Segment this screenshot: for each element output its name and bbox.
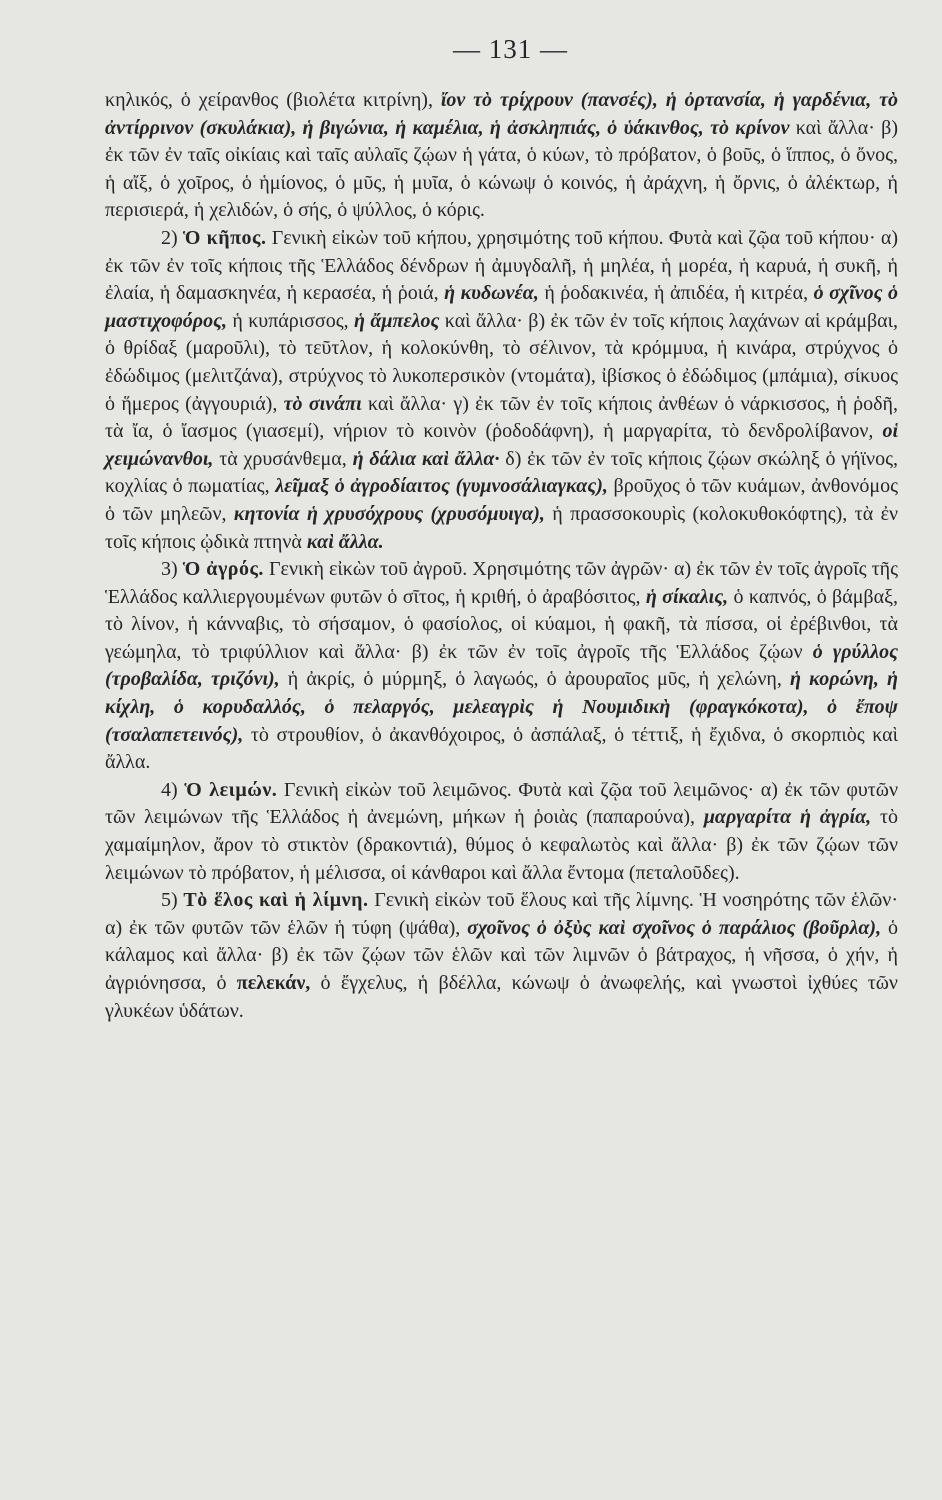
emphasized-term: μαργαρίτα ἡ ἀγρία,: [703, 806, 872, 829]
section-heading: Τὸ ἕλος καὶ ἡ λίμνη.: [183, 889, 369, 912]
body-text: [105, 87, 898, 1025]
emphasized-term: τὸ σινάπι: [283, 392, 362, 415]
text-run: Γενικὴ εἰκὼν τοῦ κήπου, χρησιμότης τοῦ κήπου. Φυτὰ καὶ ζῷα τοῦ κήπου· α) ἐκ τῶν ἐν τοῖς κήποις τῆς Ἑλλάδος δένδρων ἡ ἀμυγδαλῆ, ἡ μηλέα, ἡ μορέα, ἡ καρυά, ἡ συκῆ, ἡ ἐλαία, ἡ δαμασκηνέα, ἡ κερασέα, ἡ ῥοιά,: [105, 226, 898, 305]
text-run: καὶ ἄλλα· γ) ἐκ τῶν ἐν τοῖς κήποις ἀνθέων ὁ νάρκισσος, ἡ ῥοδῆ, τὰ ἴα, ὁ ἴασμος (γιασεμί), νήριον τὸ κοινὸν (ῥοδοδάφνη), ἡ μαργαρίτα, τὸ δενδρολίβανον,: [105, 392, 898, 443]
text-run: δ) ἐκ τῶν ἐν τοῖς κήποις ζῴων σκώληξ ὁ γήϊνος, κοχλίας ὁ πωματίας,: [105, 447, 898, 498]
paragraph: [105, 87, 898, 225]
text-run: τὰ χρυσάνθεμα,: [213, 447, 353, 470]
emphasized-term-wrap: [444, 282, 539, 304]
text-run: 5): [161, 889, 184, 912]
text-run: 3): [161, 558, 183, 581]
emphasized-term: ἡ κυδωνέα,: [444, 282, 539, 305]
emphasized-term: σχοῖνος ὁ ὀξὺς καὶ σχοῖνος ὁ παράλιος (βοῦρλα),: [467, 916, 882, 939]
emphasized-term: οἱ χειμώνανθοι,: [105, 420, 898, 470]
text-run: τὸ στρουθίον, ὁ ἀκανθόχοιρος, ὁ ἀσπάλαξ, ὁ τέττιξ, ἡ ἔχιδνα, ὁ σκορπιὸς καὶ ἄλλα.: [105, 723, 898, 774]
emphasized-term-wrap: [646, 586, 728, 608]
text-run: κηλικός, ὁ χείρανθος (βιολέτα κιτρίνη),: [105, 89, 441, 111]
text-run: ἡ ῥοδακινέα, ἡ ἀπιδέα, ἡ κιτρέα,: [538, 282, 814, 305]
paragraph: [105, 225, 898, 556]
emphasized-term: ἡ ἄμπελος: [353, 309, 440, 332]
text-run: τὸ χαμαίμηλον, ἄρον τὸ στικτὸν (δρακοντιά), θύμος ὁ κεφαλωτὸς καὶ ἄλλα· β) ἐκ τῶν ζῴων τῶν λειμώνων τὸ πρόβατον, ἡ μέλισσα, οἱ κάνθαροι καὶ ἄλλα ἔντομα (πεταλοῦδες).: [105, 806, 898, 884]
emphasized-term: λεῖμαξ ὁ ἀγροδίαιτος (γυμνοσάλιαγκας),: [275, 475, 608, 498]
paragraph: [105, 777, 898, 887]
emphasized-term-wrap: [307, 531, 384, 553]
text-run: Γενικὴ εἰκὼν τοῦ λειμῶνος. Φυτὰ καὶ ζῷα τοῦ λειμῶνος· α) ἐκ τῶν φυτῶν τῶν λειμώνων τῆς Ἑλλάδος ἡ ἀνεμώνη, μήκων ἡ ῥοιὰς (παπαρούνα),: [105, 778, 899, 829]
emphasized-term: ἡ δάλια καὶ ἄλλα·: [352, 447, 500, 470]
emphasized-term-wrap: [704, 806, 871, 828]
emphasized-term: ὁ γρύλλος (τροβαλίδα, τριζόνι),: [105, 640, 898, 691]
section-heading: Ὁ λειμών.: [184, 778, 278, 801]
section-heading: Ὁ κῆπος.: [182, 226, 267, 249]
emphasized-term: ἡ σίκαλις,: [645, 585, 729, 608]
text-run: ὁ κάλαμος καὶ ἄλλα· β) ἐκ τῶν ζῴων τῶν ἑλῶν καὶ τῶν λιμνῶν ὁ βάτραχος, ἡ νῆσσα, ὁ χήν, ἡ ἀγριόνησσα, ὁ: [105, 916, 898, 994]
text-run: 4): [161, 778, 185, 801]
paragraph: [105, 887, 898, 1025]
paragraph: [105, 556, 898, 777]
text-run: ὁ καπνός, ὁ βάμβαξ, τὸ λίνον, ἡ κάνναβις, τὸ σήσαμον, ὁ φασίολος, οἱ κύαμοι, ἡ φακῆ, τὰ πίσσα, οἱ ἐρέβινθοι, τὰ γεώμηλα, τὸ τριφύλλιον καὶ ἄλλα· β) ἐκ τῶν ἐν τοῖς ἀγροῖς τῆς Ἑλλάδος ζῴων: [105, 585, 899, 663]
text-run: 2): [161, 226, 183, 249]
text-run: Γενικὴ εἰκὼν τοῦ ἕλους καὶ τῆς λίμνης. Ἡ νοσηρότης τῶν ἑλῶν· α) ἐκ τῶν φυτῶν τῶν ἑλῶν ἡ τύφη (ψάθα),: [105, 889, 898, 939]
bold-term: πελεκάν,: [236, 972, 311, 994]
emphasized-term: κητονία ἡ χρυσόχρους (χρυσόμυιγα),: [233, 502, 545, 525]
text-run: ὁ ἔγχελυς, ἡ βδέλλα, κώνωψ ὁ ἀνωφελής, καὶ γνωστοὶ ἰχθύες τῶν γλυκέων ὑδάτων.: [105, 972, 898, 1022]
text-run: Γενικὴ εἰκὼν τοῦ ἀγροῦ. Χρησιμότης τῶν ἀγρῶν· α) ἐκ τῶν ἐν τοῖς ἀγροῖς τῆς Ἑλλάδος καλλιεργουμένων φυτῶν ὁ σῖτος, ἡ κριθή, ὁ ἀραβόσιτος,: [105, 558, 898, 608]
text-run: καὶ ἄλλα· β) ἐκ τῶν ἐν τοῖς κήποις λαχάνων αἱ κράμβαι, ὁ θρίδαξ (μαροῦλι), τὸ τεῦτλον, ἡ κολοκύνθη, τὸ σέλινον, τὰ κρόμμυα, ἡ κινάρα, στρύχνος ὁ ἐδώδιμος (μελιτζάνα), στρύχνος τὸ λυκοπερσικὸν (ντομάτα), ἰβίσκος ὁ ἐδώδιμος (μπάμια), σίκυος ὁ ἥμερος (ἀγγουριά),: [105, 309, 899, 415]
emphasized-term-wrap: [353, 448, 500, 470]
text-run: καὶ ἄλλα· β) ἐκ τῶν ἐν ταῖς οἰκίαις καὶ ταῖς αὐλαῖς ζῴων ἡ γάτα, ὁ κύων, τὸ πρόβατον, ὁ βοῦς, ὁ ἵππος, ὁ ὄνος, ἡ αἴξ, ὁ χοῖρος, ὁ ἡμίονος, ὁ μῦς, ἡ μυῖα, ὁ κώνωψ ὁ κοινός, ἡ ἀράχνη, ἡ ὄρνις, ὁ ἀλέκτωρ, ἡ περισιερά, ἡ χελιδών, ὁ σής, ὁ ψύλλος, ὁ κόρις.: [105, 116, 899, 222]
emphasized-term-wrap: [467, 917, 881, 939]
emphasized-term-wrap: [284, 393, 362, 415]
emphasized-term-wrap: [275, 475, 608, 497]
emphasized-term: ἡ κορώνη, ἡ κίχλη, ὁ κορυδαλλός, ὁ πελαργός, μελεαγρὶς ἡ Νουμιδικὴ (φραγκόκοτα), ὁ ἔποψ (τσαλαπετεινός),: [105, 668, 898, 746]
emphasized-term: καὶ ἄλλα.: [306, 530, 384, 553]
page-number: — 131 —: [453, 34, 568, 64]
emphasized-term: ὁ σχῖνος ὁ μαστιχοφόρος,: [105, 282, 898, 332]
text-run: ἡ ἀκρίς, ὁ μύρμηξ, ὁ λαγωός, ὁ ἀρουραῖος μῦς, ἡ χελώνη,: [279, 668, 790, 691]
emphasized-term: ἴον τὸ τρίχρουν (πανσές), ἡ ὀρτανσία, ἡ γαρδένια, τὸ ἀντίρρινον (σκυλάκια), ἡ βιγώνια, ἡ καμέλια, ἡ ἀσκληπιάς, ὁ ὑάκινθος, τὸ κρίνον: [105, 89, 898, 139]
emphasized-term-wrap: [234, 503, 545, 525]
text-run: βροῦχος ὁ τῶν κυάμων, ἀνθονόμος ὁ τῶν μηλεῶν,: [105, 475, 898, 525]
emphasized-term-wrap: [354, 310, 439, 332]
text-run: ἡ πρασσοκουρὶς (κολοκυθοκόφτης), τὰ ἐν τοῖς κήποις ᾠδικὰ πτηνὰ: [105, 502, 899, 553]
text-run: ἡ κυπάρισσος,: [227, 309, 354, 332]
section-heading: Ὁ ἀγρός.: [182, 558, 264, 581]
